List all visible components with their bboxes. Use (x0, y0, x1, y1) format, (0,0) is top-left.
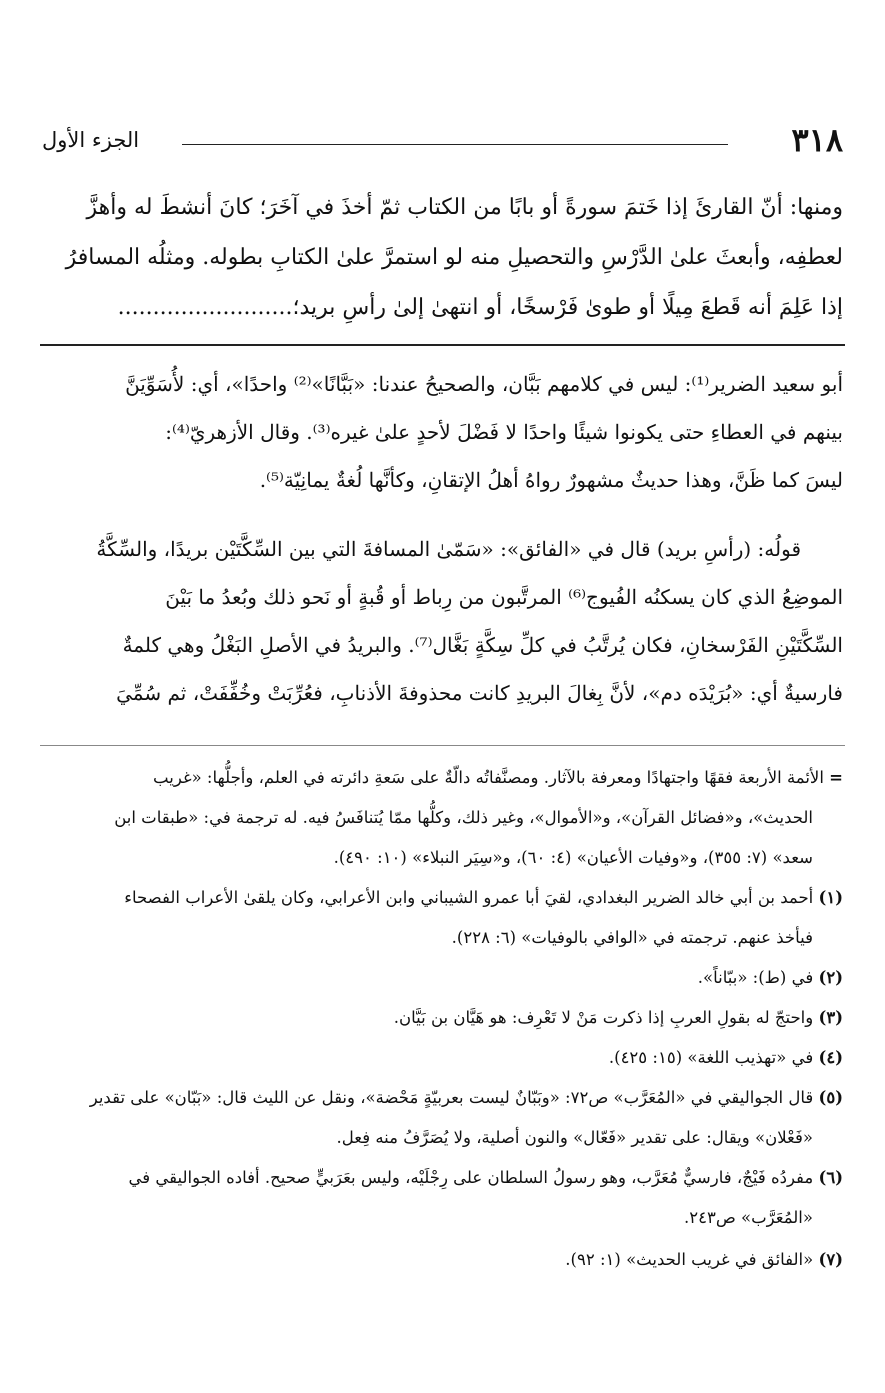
footnote-text: في (ط): «ببّاناً». (697, 968, 814, 987)
footnote-key: (٢) (818, 968, 843, 987)
footnote-text: أحمد بن أبي خالد الضرير البغدادي، لقيَ أبا عمرو الشيباني وابن الأعرابي، وكان يلقىٰ الأعراب الفصحاء (124, 888, 814, 907)
footnote-line (42, 1118, 843, 1158)
footnote-line (42, 1078, 843, 1118)
page-number: ٣١٨ (791, 121, 843, 159)
footnotes (42, 758, 843, 1282)
footnote-key: = (829, 768, 843, 787)
footnote-key: (٣) (818, 1008, 843, 1027)
footnote-line (42, 1038, 843, 1078)
footnote-line (42, 918, 843, 958)
footnote-text: قال الجواليقي في «المُعَرَّب» ص٧٢: «وبَبّانٌ ليست بعربيّةٍ مَحْضة»، ونقل عن الليث قال: «بَبّان» على تقدير (89, 1088, 814, 1107)
commentary-line: ليسَ كما ظَنَّ، وهذا حديثٌ مشهورٌ رواهُ أهلُ الإتقانِ، وكأنَّها لُغةٌ يمانِيّة⁽⁵⁾. (259, 468, 843, 492)
footnote-text: الحديث»، و«فضائل القرآن»، و«الأموال»، وغير ذلك، وكلُّها ممّا يُتنافَسُ فيه. له ترجمة في: «طبقات ابن (114, 808, 813, 827)
main-text (42, 183, 843, 333)
footnote-line (42, 878, 843, 918)
commentary-line: فارسيةٌ أي: «بُرَيْدَه دم»، لأنَّ بِغالَ البريدِ كانت محذوفةَ الأذنابِ، فعُرِّبَتْ وخُفِّفَتْ، ثم سُمِّيَ (116, 681, 843, 705)
main-text-line: إذا عَلِمَ أنه قَطعَ مِيلًا أو طوىٰ فَرْسخًا، أو انتهىٰ إلىٰ رأسِ بريد؛......................... (117, 295, 843, 320)
footnote-text: سعد» (٧: ٣٥٥)، و«وفيات الأعيان» (٤: ٦٠)، و«سِيَر النبلاء» (١٠: ٤٩٠). (333, 848, 813, 867)
footnote-key: (١) (818, 888, 843, 907)
footnote-key: (٤) (818, 1048, 843, 1067)
footnote-key: (٦) (818, 1168, 843, 1187)
footnote-text: في «تهذيب اللغة» (١٥: ٤٢٥). (608, 1048, 814, 1067)
footnote-text: مفردُه فَيْجٌ، فارسيٌّ مُعَرَّب، وهو رسولُ السلطان على رِجْلَيْه، وليس بعَرَبيٍّ صحيح. أفاده الجواليقي في (128, 1168, 814, 1187)
part-name: الجزء الأول (42, 128, 140, 152)
footnote-line (42, 1238, 843, 1282)
commentary-paragraph-2 (42, 525, 843, 717)
footnote-line (42, 1158, 843, 1198)
commentary-line: السِّكَّتَيْنِ الفَرْسخانِ، فكان يُرتَّبُ في كلِّ سِكَّةٍ بَغَّال⁽⁷⁾. والبريدُ في الأصلِ البَغْلُ وهي كلمةٌ (122, 633, 843, 657)
commentary-paragraph-1 (42, 360, 843, 504)
commentary-line: قولُه: (رأسِ بريد) قال في «الفائق»: «سَمّىٰ المسافةَ التي بين السِّكَّتَيْن بريدًا، والسِّكَّةُ (96, 537, 801, 561)
footnote-key: (٧) (818, 1250, 843, 1269)
main-text-line: لعطفِه، وأبعثَ علىٰ الدَّرْسِ والتحصيلِ منه لو استمرَّ علىٰ الكتابِ بطوله. ومثلُه المسافرُ (65, 245, 843, 270)
footnote-text: الأئمة الأربعة فقهًا واجتهادًا ومعرفة بالآثار. ومصنَّفاتُه دالّةٌ على سَعةِ دائرته في العلم، وأجلُّها: «غريب (153, 768, 824, 787)
footnote-line (42, 838, 843, 878)
footnote-text: «المُعَرَّب» ص٢٤٣. (684, 1208, 813, 1227)
main-text-line: ومنها: أنّ القارئَ إذا خَتمَ سورةً أو بابًا من الكتاب ثمّ أخذَ في آخَرَ؛ كانَ أنشطَ له وأهزَّ (86, 195, 843, 220)
commentary-line: بينهم في العطاءِ حتى يكونوا شيئًا واحدًا لا فَضْلَ لأحدٍ علىٰ غيره⁽³⁾. وقال الأزهريّ⁽⁴⁾: (165, 420, 843, 444)
header-rule (182, 144, 728, 145)
footnote-line (42, 958, 843, 998)
footnote-text: واحتجّ له بقولِ العربِ إذا ذكرت مَنْ لا تَعْرِف: هو هَيَّان بن بَيَّان. (393, 1008, 814, 1027)
footnote-line (42, 798, 843, 838)
footnote-key: (٥) (818, 1088, 843, 1107)
footnote-separator (40, 745, 845, 746)
commentary-line: الموضِعُ الذي كان يسكنُه الفُيوج⁽⁶⁾ المرتَّبون من رِباط أو قُبةٍ أو نَحو ذلك وبُعدُ ما بَيْنَ (165, 585, 843, 609)
footnote-line (42, 758, 843, 798)
footnote-text: فيأخذ عنهم. ترجمته في «الوافي بالوفيات» (٦: ٢٢٨). (451, 928, 813, 947)
footnote-text: «فَعْلان» ويقال: على تقدير «فَعّال» والنون أصلية، ولا يُصَرَّفُ منه فِعل. (336, 1128, 813, 1147)
footnote-line (42, 1198, 843, 1238)
commentary-line: أبو سعيد الضرير⁽¹⁾: ليس في كلامهم بَبَّان، والصحيحُ عندنا: «بَبَّانًا»⁽²⁾ واحدًا»، أي: لأُسَوِّيَنَّ (125, 372, 843, 396)
text-separator (40, 344, 845, 346)
page-header (42, 118, 843, 162)
footnote-line (42, 998, 843, 1038)
footnote-text: «الفائق في غريب الحديث» (١: ٩٢). (565, 1250, 814, 1269)
